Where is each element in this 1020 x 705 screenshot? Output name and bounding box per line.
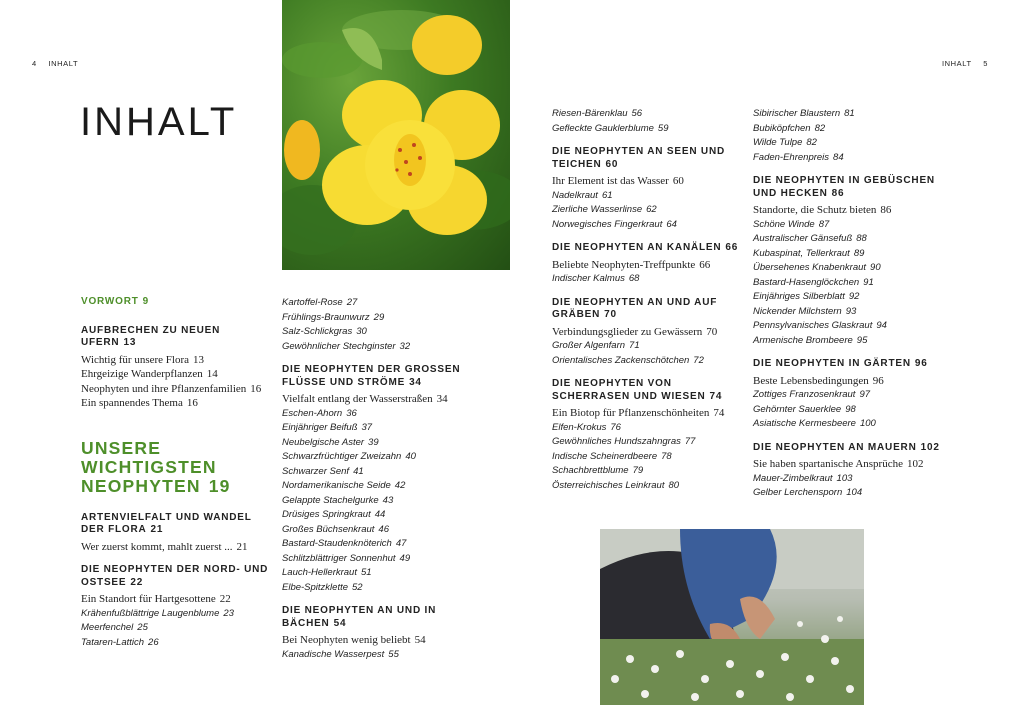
entry-text: Ihr Element ist das Wasser: [552, 175, 669, 187]
toc-plant-entry[interactable]: [753, 403, 953, 418]
toc-section-heading[interactable]: [753, 358, 953, 371]
entry-text: Asiatische Kermesbeere: [753, 418, 856, 429]
entry-text: Sibirischer Blaustern: [753, 108, 841, 119]
page-number: 100: [859, 418, 876, 429]
toc-plant-entry[interactable]: [282, 537, 482, 552]
page-number: 30: [356, 326, 367, 337]
entry-text: Bastard-Hasenglöckchen: [753, 276, 860, 288]
toc-entry[interactable]: [81, 367, 276, 382]
page-number: 41: [353, 465, 364, 477]
entry-text: Nordamerikanische Seide: [282, 480, 391, 491]
entry-text: Riesen-Bärenklau: [552, 108, 628, 119]
page-number: 60: [672, 175, 684, 187]
toc-plant-entry[interactable]: [282, 479, 482, 494]
toc-entry[interactable]: [81, 382, 276, 397]
entry-text: Faden-Ehrenpreis: [753, 151, 830, 163]
entry-text: Gelappte Stachelgurke: [282, 494, 379, 506]
entry-text: Nickender Milchstern: [753, 305, 842, 317]
toc-entry[interactable]: [81, 353, 276, 368]
page-number: 74: [713, 407, 725, 419]
entry-text: Einjähriges Silberblatt: [753, 291, 845, 302]
toc-section-heading[interactable]: [552, 378, 747, 403]
toc-plant-entry[interactable]: [282, 325, 482, 340]
page-number: 103: [836, 472, 853, 484]
entry-text: Großes Büchsenkraut: [282, 523, 375, 535]
toc-plant-entry[interactable]: [282, 421, 482, 436]
toc-plant-entry[interactable]: [282, 407, 482, 422]
page-number: 40: [405, 451, 416, 462]
entry-text: Schwarzer Senf: [282, 465, 350, 477]
page-number: 14: [206, 368, 218, 380]
hands-meadow-photo: [600, 529, 864, 705]
page-number: 49: [399, 552, 411, 564]
toc-plant-entry[interactable]: [753, 388, 953, 403]
entry-text: Gewöhnliches Hundszahngras: [552, 436, 681, 447]
toc-entry[interactable]: [282, 633, 482, 648]
page-number: 96: [914, 358, 928, 369]
toc-entry[interactable]: [552, 174, 747, 189]
entry-text: DIE NEOPHYTEN IN GÄRTEN: [753, 358, 911, 369]
page-number: 86: [880, 204, 892, 216]
page-number: 52: [352, 581, 363, 593]
toc-section-heading[interactable]: [552, 242, 747, 255]
page-number: 56: [631, 108, 643, 119]
page-number: 26: [148, 636, 159, 648]
toc-plant-entry[interactable]: [81, 636, 276, 651]
entry-text: Ein spannendes Thema: [81, 397, 183, 409]
entry-text: Indische Scheinerdbeere: [552, 450, 658, 462]
page-number: 22: [219, 593, 231, 605]
page-number: 82: [814, 122, 826, 134]
toc-section-heading[interactable]: [81, 564, 276, 589]
entry-text: AUFBRECHEN ZU NEUEN UFERN: [81, 324, 221, 348]
entry-text: Indischer Kalmus: [552, 273, 625, 284]
page-number: 47: [395, 538, 407, 549]
entry-text: Schlitzblättriger Sonnenhut: [282, 552, 396, 564]
toc-plant-entry[interactable]: [282, 581, 482, 596]
toc-plant-entry[interactable]: [753, 472, 953, 487]
page-number: 86: [831, 187, 845, 199]
entry-text: DIE NEOPHYTEN AN KANÄLEN: [552, 242, 722, 253]
entry-text: Orientalisches Zackenschötchen: [552, 354, 690, 366]
entry-text: DIE NEOPHYTEN DER NORD- UND OSTSEE: [81, 564, 269, 588]
left-page-number: 4: [32, 59, 37, 68]
toc-plant-entry[interactable]: [753, 319, 953, 334]
page-number: 94: [876, 320, 887, 331]
entry-text: DIE NEOPHYTEN DER GROSSEN FLÜSSE UND STRÖME: [282, 364, 461, 388]
page-number: 66: [725, 242, 739, 253]
page-number: 88: [856, 233, 867, 244]
entry-text: Wichtig für unsere Flora: [81, 353, 189, 366]
page-number: 90: [870, 262, 881, 273]
entry-text: Zierliche Wasserlinse: [552, 204, 643, 215]
entry-text: Eschen-Ahorn: [282, 407, 343, 419]
entry-text: Kartoffel-Rose: [282, 297, 343, 308]
entry-text: Drüsiges Springkraut: [282, 509, 371, 520]
toc-plant-entry[interactable]: [552, 218, 747, 233]
page-number: 70: [604, 309, 617, 320]
page-number: 72: [693, 354, 704, 366]
toc-entry[interactable]: [81, 540, 276, 555]
toc-section-heading[interactable]: [753, 175, 953, 200]
yellow-flower-photo: [282, 0, 510, 270]
toc-plant-entry[interactable]: [282, 450, 482, 465]
toc-plant-entry[interactable]: [552, 107, 747, 122]
entry-text: Sie haben spartanische Ansprüche: [753, 458, 903, 470]
toc-column-1: [81, 296, 276, 650]
entry-text: Schöne Winde: [753, 218, 815, 230]
right-page-number: 5: [983, 59, 988, 68]
page-number: 23: [223, 607, 234, 619]
toc-plant-entry[interactable]: [552, 479, 747, 494]
toc-plant-entry[interactable]: [282, 296, 482, 311]
toc-plant-entry[interactable]: [282, 311, 482, 326]
entry-text: Vielfalt entlang der Wasserstraßen: [282, 393, 433, 405]
entry-text: Ehrgeizige Wanderpflanzen: [81, 368, 203, 380]
toc-plant-entry[interactable]: [81, 621, 276, 636]
toc-entry[interactable]: [552, 325, 747, 340]
page-number: 62: [646, 204, 657, 215]
entry-text: Salz-Schlickgras: [282, 326, 353, 337]
toc-plant-entry[interactable]: [753, 151, 953, 166]
page-number: 96: [872, 374, 884, 387]
toc-entry[interactable]: [753, 203, 953, 218]
entry-text: Schachbrettblume: [552, 465, 629, 476]
toc-entry[interactable]: [282, 392, 482, 407]
toc-plant-entry[interactable]: [282, 523, 482, 538]
entry-text: Österreichisches Leinkraut: [552, 479, 665, 491]
page-number: 16: [250, 382, 262, 395]
toc-plant-entry[interactable]: [753, 261, 953, 276]
toc-column-3: [552, 107, 747, 493]
page-number: 22: [130, 576, 144, 588]
entry-text: Armenische Brombeere: [753, 334, 853, 346]
page-number: 21: [150, 524, 164, 535]
entry-text: Elbe-Spitzklette: [282, 581, 349, 593]
page-number: 95: [856, 334, 868, 346]
entry-text: Tataren-Lattich: [81, 636, 145, 648]
page-number: 42: [394, 480, 406, 491]
toc-section-heading[interactable]: [753, 442, 953, 455]
page-number: 91: [863, 276, 874, 288]
page-number: 78: [661, 450, 672, 462]
running-head-right: [942, 59, 988, 68]
toc-plant-entry[interactable]: [753, 486, 953, 501]
page-number: 36: [346, 407, 357, 419]
toc-plant-entry[interactable]: [753, 218, 953, 233]
entry-text: Meerfenchel: [81, 622, 134, 633]
page-number: 39: [368, 436, 379, 448]
entry-text: DIE NEOPHYTEN AN UND IN BÄCHEN: [282, 605, 437, 629]
entry-text: Ein Standort für Hartgesottene: [81, 593, 216, 605]
page-number: 13: [123, 337, 137, 348]
toc-plant-entry[interactable]: [552, 272, 747, 287]
page-number: 102: [906, 458, 924, 470]
page-number: 27: [346, 297, 358, 308]
toc-plant-entry[interactable]: [552, 339, 747, 354]
toc-plant-entry[interactable]: [282, 508, 482, 523]
running-head-left: [32, 59, 78, 68]
toc-section-heading[interactable]: [81, 325, 276, 350]
entry-text: Kubaspinat, Tellerkraut: [753, 247, 850, 259]
entry-text: Mauer-Zimbelkraut: [753, 472, 833, 484]
entry-text: VORWORT: [81, 296, 139, 307]
page-number: 60: [605, 158, 619, 170]
toc-column-2: [282, 296, 482, 662]
toc-plant-entry[interactable]: [552, 464, 747, 479]
page-number: 89: [853, 247, 865, 259]
entry-text: Elfen-Krokus: [552, 421, 607, 433]
entry-text: Übersehenes Knabenkraut: [753, 262, 867, 273]
entry-text: Norwegisches Fingerkraut: [552, 218, 663, 230]
page-number: 82: [806, 137, 817, 148]
page-number: 59: [657, 122, 669, 134]
left-running-title: INHALT: [48, 59, 79, 68]
page-number: 32: [399, 340, 411, 352]
page-number: 44: [374, 509, 386, 520]
page-number: 71: [629, 340, 640, 351]
page-number: 51: [360, 567, 372, 578]
entry-text: DIE NEOPHYTEN AN UND AUF GRÄBEN: [552, 296, 718, 320]
page-number: 34: [436, 393, 448, 405]
entry-text: UNSERE WICHTIGSTEN NEOPHYTEN: [81, 437, 217, 496]
page-number: 37: [361, 422, 373, 433]
page-number: 104: [846, 487, 863, 498]
toc-plant-entry[interactable]: [552, 203, 747, 218]
toc-section-heading[interactable]: [552, 146, 747, 171]
page-number: 76: [610, 421, 621, 433]
toc-plant-entry[interactable]: [81, 607, 276, 622]
entry-text: DIE NEOPHYTEN VON SCHERRASEN UND WIESEN: [552, 378, 706, 402]
toc-plant-entry[interactable]: [552, 421, 747, 436]
page-number: 81: [844, 108, 855, 119]
toc-entry[interactable]: [753, 374, 953, 389]
toc-entry[interactable]: [552, 406, 747, 421]
page-number: 74: [709, 390, 723, 402]
page-number: 77: [684, 436, 696, 447]
entry-text: DIE NEOPHYTEN AN MAUERN: [753, 441, 917, 453]
page-number: 9: [142, 296, 150, 307]
toc-plant-entry[interactable]: [282, 340, 482, 355]
page-number: 61: [601, 189, 613, 201]
entry-text: Pennsylvanisches Glaskraut: [753, 320, 873, 331]
entry-text: Beliebte Neophyten-Treffpunkte: [552, 258, 696, 271]
toc-section-heading[interactable]: [552, 297, 747, 322]
entry-text: Gefleckte Gauklerblume: [552, 122, 654, 134]
toc-entry[interactable]: [552, 258, 747, 273]
entry-text: Wer zuerst kommt, mahlt zuerst ...: [81, 540, 233, 553]
toc-section-heading[interactable]: [282, 605, 482, 630]
entry-text: Frühlings-Braunwurz: [282, 311, 370, 323]
toc-plant-entry[interactable]: [753, 122, 953, 137]
entry-text: Ein Biotop für Pflanzenschönheiten: [552, 407, 710, 419]
toc-plant-entry[interactable]: [753, 247, 953, 262]
entry-text: ARTENVIELFALT UND WANDEL DER FLORA: [81, 511, 252, 535]
part-title[interactable]: [81, 439, 276, 496]
entry-text: Krähenfußblättrige Laugenblume: [81, 607, 220, 619]
page-number: 66: [699, 258, 711, 271]
toc-entry[interactable]: [753, 457, 953, 472]
page-number: 29: [373, 311, 385, 323]
toc-plant-entry[interactable]: [552, 354, 747, 369]
right-running-title: INHALT: [941, 59, 972, 68]
page-number: 55: [388, 648, 399, 660]
toc-plant-entry[interactable]: [282, 566, 482, 581]
toc-plant-entry[interactable]: [282, 552, 482, 567]
toc-section-heading[interactable]: [81, 512, 276, 537]
toc-entry[interactable]: [81, 592, 276, 607]
page-number: 80: [668, 479, 680, 491]
page-number: 87: [818, 218, 830, 230]
entry-text: Neubelgische Aster: [282, 436, 365, 448]
entry-text: Bubiköpfchen: [753, 122, 811, 134]
entry-text: Gewöhnlicher Stechginster: [282, 340, 396, 352]
page-number: 13: [193, 353, 204, 366]
toc-plant-entry[interactable]: [282, 436, 482, 451]
page-number: 102: [920, 441, 940, 453]
toc-plant-entry[interactable]: [753, 334, 953, 349]
toc-plant-entry[interactable]: [552, 189, 747, 204]
entry-text: Australischer Gänsefuß: [753, 233, 853, 244]
entry-text: DIE NEOPHYTEN IN GEBÜSCHEN UND HECKEN: [753, 175, 935, 199]
entry-text: Beste Lebensbedingungen: [753, 374, 869, 387]
entry-text: Bei Neophyten wenig beliebt: [282, 634, 411, 646]
toc-plant-entry[interactable]: [282, 648, 482, 663]
toc-entry[interactable]: [81, 396, 276, 411]
entry-text: Gelber Lerchensporn: [753, 487, 843, 498]
entry-text: Standorte, die Schutz bieten: [753, 204, 877, 216]
page-number: 46: [378, 523, 389, 535]
toc-section-vorwort[interactable]: [81, 296, 276, 309]
page-number: 97: [859, 389, 871, 400]
page-number: 34: [409, 376, 422, 388]
page-number: 79: [632, 465, 644, 476]
toc-plant-entry[interactable]: [753, 305, 953, 320]
page-number: 54: [333, 617, 347, 629]
entry-text: Verbindungsglieder zu Gewässern: [552, 325, 703, 338]
toc-plant-entry[interactable]: [282, 465, 482, 480]
toc-plant-entry[interactable]: [753, 290, 953, 305]
entry-text: Schwarzfrüchtiger Zweizahn: [282, 451, 402, 462]
toc-plant-entry[interactable]: [282, 494, 482, 509]
toc-plant-entry[interactable]: [753, 276, 953, 291]
page-number: 54: [414, 634, 426, 646]
toc-plant-entry[interactable]: [552, 450, 747, 465]
page-number: 16: [186, 397, 198, 409]
entry-text: Lauch-Hellerkraut: [282, 567, 357, 578]
toc-plant-entry[interactable]: [753, 232, 953, 247]
entry-text: Kanadische Wasserpest: [282, 648, 385, 660]
toc-plant-entry[interactable]: [753, 417, 953, 432]
entry-text: Wilde Tulpe: [753, 137, 803, 148]
page-number: 92: [848, 291, 860, 302]
entry-text: Nadelkraut: [552, 189, 598, 201]
entry-text: Gehörnter Sauerklee: [753, 403, 842, 415]
entry-text: DIE NEOPHYTEN AN SEEN UND TEICHEN: [552, 146, 725, 170]
toc-section-heading[interactable]: [282, 364, 482, 389]
page-number: 25: [137, 622, 148, 633]
entry-text: Zottiges Franzosenkraut: [753, 389, 856, 400]
page-number: 98: [845, 403, 856, 415]
entry-text: Neophyten und ihre Pflanzenfamilien: [81, 382, 247, 395]
page-title: INHALT: [80, 100, 238, 144]
toc-plant-entry[interactable]: [552, 435, 747, 450]
entry-text: Großer Algenfarn: [552, 340, 626, 351]
page-number: 70: [706, 325, 718, 338]
toc-plant-entry[interactable]: [753, 136, 953, 151]
page-number: 84: [833, 151, 844, 163]
page-number: 93: [845, 305, 857, 317]
page-number: 19: [208, 475, 231, 496]
toc-plant-entry[interactable]: [552, 122, 747, 137]
page-number: 21: [236, 540, 248, 553]
entry-text: Bastard-Staudenknöterich: [282, 538, 392, 549]
toc-column-4: [753, 107, 953, 501]
toc-plant-entry[interactable]: [753, 107, 953, 122]
page-number: 64: [666, 218, 677, 230]
page-number: 43: [382, 494, 394, 506]
entry-text: Einjähriger Beifuß: [282, 422, 358, 433]
page-number: 68: [628, 273, 640, 284]
